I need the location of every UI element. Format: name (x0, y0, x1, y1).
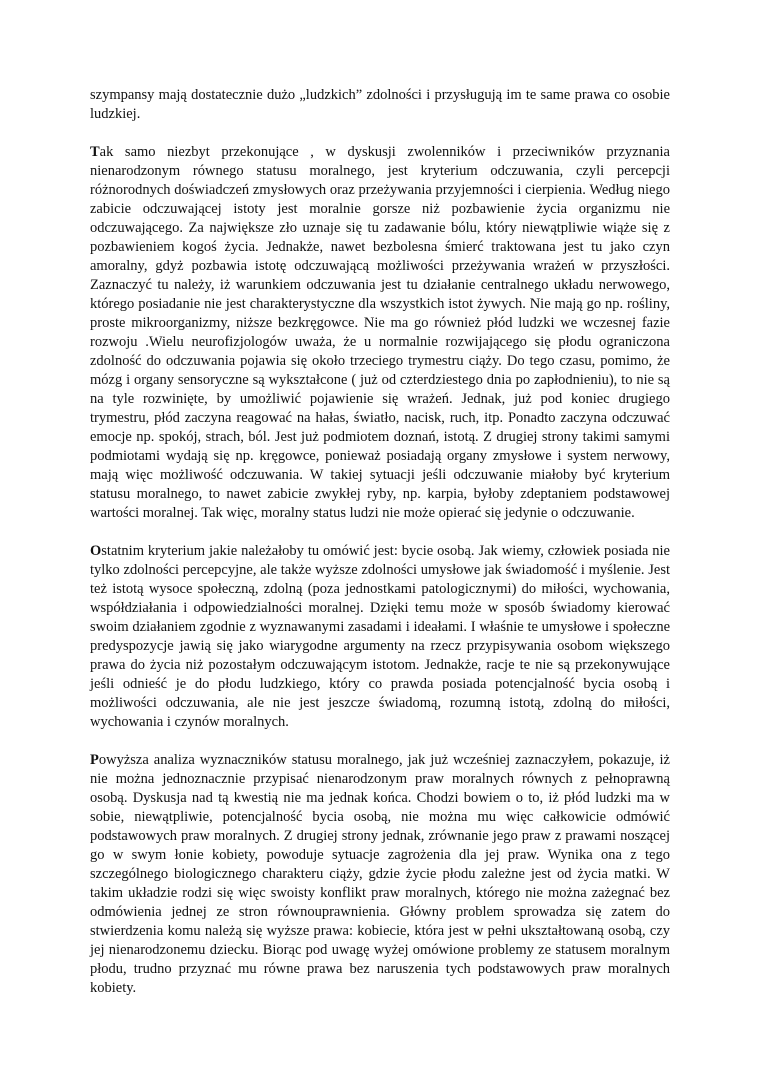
paragraph-2 (90, 143, 670, 523)
paragraph-3-initial: O (90, 543, 102, 559)
paragraph-1-text: szympansy mają dostatecznie dużo „ludzkich” zdolności i przysługują im te same prawa co osobie ludzkiej. (90, 87, 670, 122)
paragraph-1 (90, 86, 670, 124)
paragraph-2-text: ak samo niezbyt przekonujące , w dyskusji zwolenników i przeciwników przyznania nienarodzonym równego statusu moralnego, jest kryterium odczuwania, czyli percepcji różnorodnych doświadczeń zmysłowych oraz przeżywania przyjemności i cierpienia. Według niego zabicie odczuwającej istoty jest moralnie gorsze niż pozbawienie życia organizmu nie odczuwającego. Za największe zło uznaje się tu zadawanie bólu, który niewątpliwie wiąże się z pozbawieniem kogoś życia. Jednakże, nawet bezbolesna śmierć traktowana jest tu jako czyn amoralny, gdyż pozbawia istotę odczuwającą możliwości przeżywania wrażeń w przyszłości. Zaznaczyć tu należy, iż warunkiem odczuwania jest tu działanie centralnego układu nerwowego, którego posiadanie nie jest charakterystyczne dla wszystkich istot żywych. Nie mają go np. rośliny, proste mikroorganizmy, niższe bezkręgowce. Nie ma go również płód ludzki we wczesnej fazie rozwoju .Wielu neurofizjologów uważa, że u normalnie rozwijającego się płodu ograniczona zdolność do odczuwania pojawia się około trzeciego trymestru ciąży. Do tego czasu, pomimo, że mózg i organy sensoryczne są wykształcone ( już od czterdziestego dnia po zapłodnieniu), to nie są na tyle rozwinięte, by umożliwić pojawienie się wrażeń. Jednak, już pod koniec drugiego trymestru, płód zaczyna reagować na hałas, światło, nacisk, ruch, itp. Ponadto zaczyna odczuwać emocje np. spokój, strach, ból. Jest już podmiotem doznań, istotą. Z drugiej strony takimi samymi podmiotami wydają się np. kręgowce, ponieważ posiadają organy zmysłowe i system nerwowy, mają więc możliwość odczuwania. W takiej sytuacji jeśli odczuwanie miałoby być kryterium statusu moralnego, to nawet zabicie zwykłej ryby, np. karpia, byłoby zdeptaniem podstawowej wartości moralnej. Tak więc, moralny status ludzi nie może opierać się jedynie o odczuwanie. (90, 144, 670, 521)
paragraph-4 (90, 751, 670, 998)
paragraph-3 (90, 542, 670, 732)
document-page (90, 86, 670, 1017)
paragraph-4-initial: P (90, 752, 99, 768)
paragraph-3-text: statnim kryterium jakie należałoby tu omówić jest: bycie osobą. Jak wiemy, człowiek posiada nie tylko zdolności percepcyjne, ale także wyższe zdolności umysłowe jak świadomość i myślenie. Jest też istotą wysoce społeczną, zdolną (poza jednostkami patologicznymi) do miłości, wychowania, współdziałania i odpowiedzialności moralnej. Dzięki temu może w sposób świadomy kierować swoim działaniem zgodnie z wyznawanymi zasadami i ideałami. I właśnie te umysłowe i społeczne predyspozycje jawią się jako wiarygodne argumenty na rzecz przypisywania osobom większego prawa do życia niż pozostałym odczuwającym istotom. Jednakże, racje te nie są przekonywujące jeśli odnieść je do płodu ludzkiego, który co prawda posiada potencjalność bycia osobą i możliwości odczuwania, ale nie jest jeszcze świadomą, rozumną istotą, zdolną do miłości, wychowania i czynów moralnych. (90, 543, 670, 730)
paragraph-2-initial: T (90, 144, 100, 160)
paragraph-4-text: owyższa analiza wyznaczników statusu moralnego, jak już wcześniej zaznaczyłem, pokazuje, iż nie można jednoznacznie przypisać nienarodzonym praw moralnych równych z pełnoprawną osobą. Dyskusja nad tą kwestią nie ma jednak końca. Chodzi bowiem o to, iż płód ludzki ma w sobie, niewątpliwie, potencjalność bycia osobą, nie można mu więc całkowicie odmówić podstawowych praw moralnych. Z drugiej strony jednak, zrównanie jego praw z prawami noszącej go w swym łonie kobiety, powoduje sytuacje zagrożenia dla jej praw. Wynika ona z tego szczególnego biologicznego charakteru ciąży, gdzie życie płodu zależne jest od życia matki. W takim układzie rodzi się więc swoisty konflikt praw moralnych, którego nie można zażegnać bez odmówienia jednej ze stron równouprawnienia. Główny problem sprowadza się zatem do stwierdzenia komu należą się wyższe prawa: kobiecie, która jest w pełni ukształtowaną osobą, czy jej nienarodzonemu dziecku. Biorąc pod uwagę wyżej omówione problemy ze statusem moralnym płodu, trudno przyznać mu równe prawa bez naruszenia tych podstawowych praw moralnych kobiety. (90, 752, 670, 996)
